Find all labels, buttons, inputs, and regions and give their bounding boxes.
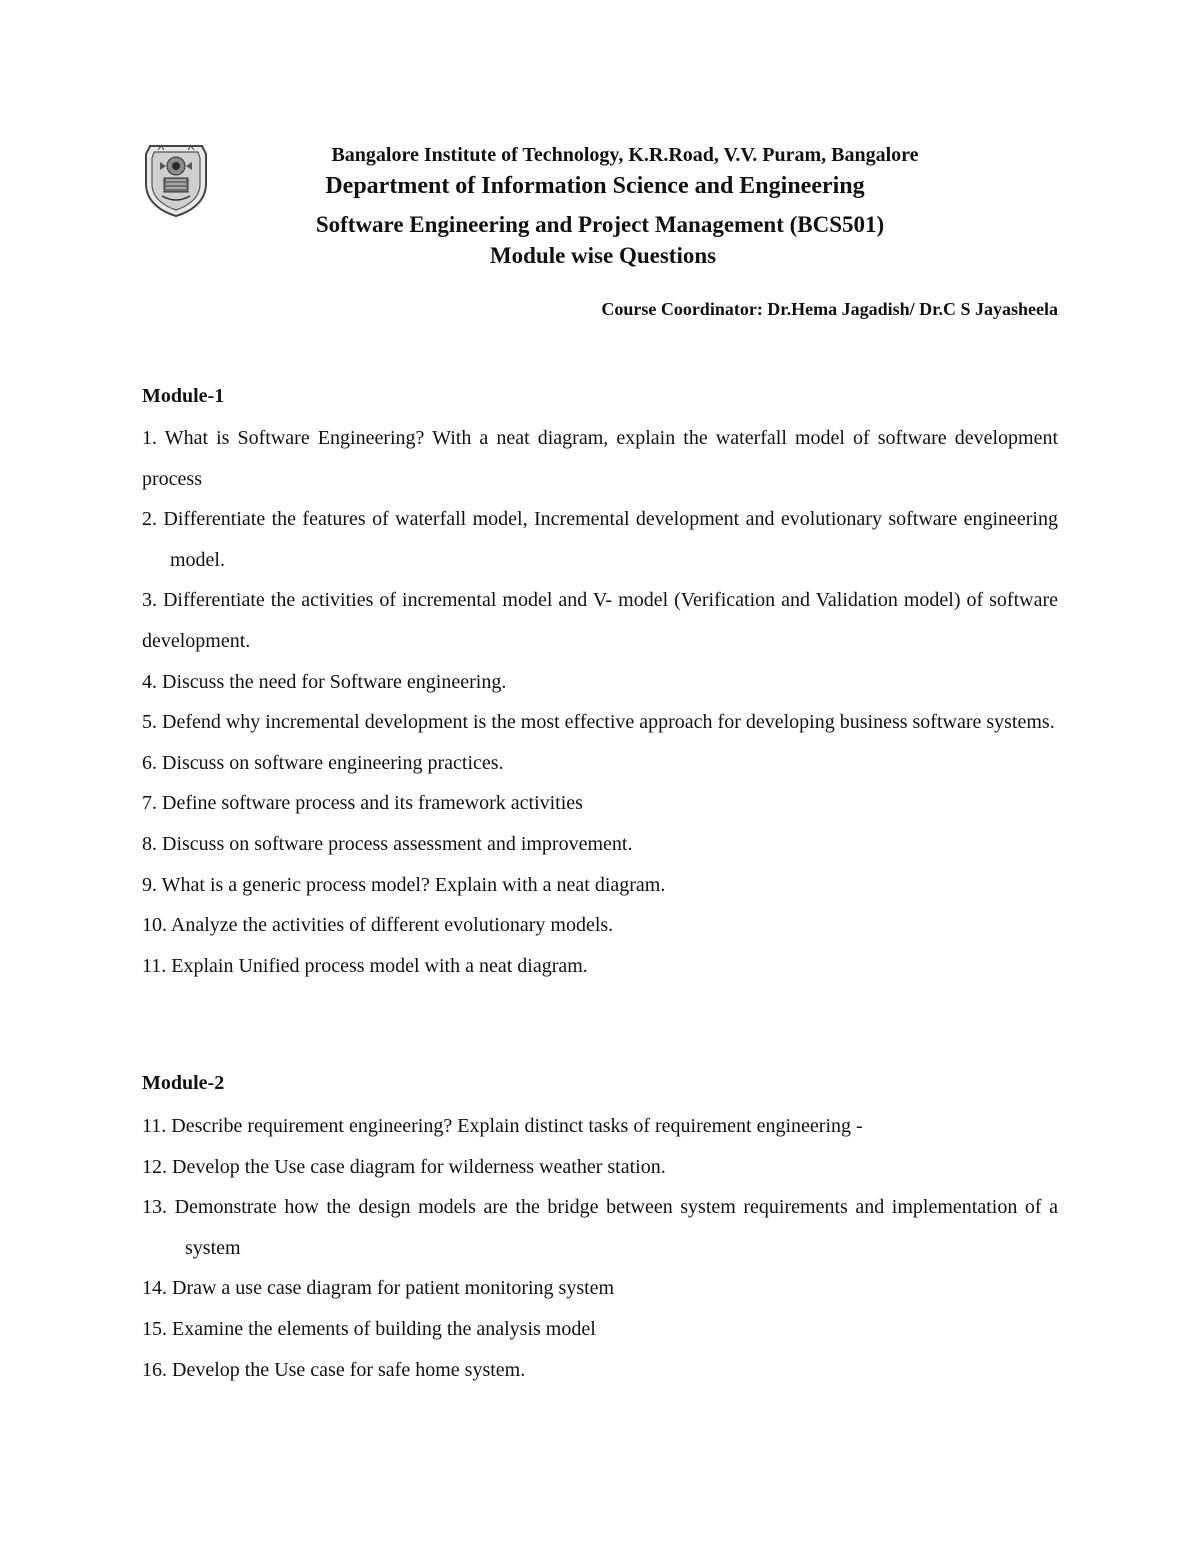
course-title: Software Engineering and Project Management (BCS501) [315,212,885,237]
question-list [142,418,1058,986]
question-item: 6. Discuss on software engineering practices. [142,751,504,774]
question-item: 13. Demonstrate how the design models are the bridge between system requirements and implementation of a system [142,1196,1058,1259]
question-item: 1. What is Software Engineering? With a neat diagram, explain the waterfall model of software development process [142,427,1058,490]
question-item: 7. Define software process and its framework activities [142,792,583,815]
page-title: Module wise Questions [489,243,717,268]
institute-name: Bangalore Institute of Technology, K.R.Road, V.V. Puram, Bangalore [331,144,919,166]
question-item: 2. Differentiate the features of waterfall model, Incremental development and evolutionary software engineering model. [142,508,1058,571]
question-list [142,1106,1058,1390]
course-coordinator: Course Coordinator: Dr.Hema Jagadish/ Dr.C S Jayasheela [601,299,1058,319]
question-item: 3. Differentiate the activities of incremental model and V- model (Verification and Validation model) of software development. [142,589,1058,652]
question-item: 11. Explain Unified process model with a neat diagram. [142,954,588,977]
question-item: 4. Discuss the need for Software engineering. [142,670,507,693]
question-item: 10. Analyze the activities of different evolutionary models. [142,914,614,937]
module-heading: Module-2 [142,1072,225,1094]
question-item: 9. What is a generic process model? Explain with a neat diagram. [142,873,666,896]
question-item: 14. Draw a use case diagram for patient monitoring system [142,1277,615,1300]
question-item: 12. Develop the Use case diagram for wilderness weather station. [142,1155,666,1178]
question-item: 16. Develop the Use case for safe home system. [142,1358,526,1381]
module-heading: Module-1 [142,385,225,407]
question-item: 5. Defend why incremental development is the most effective approach for developing business software systems. [142,711,1055,734]
question-item: 11. Describe requirement engineering? Explain distinct tasks of requirement engineering - [142,1115,863,1137]
question-item: 15. Examine the elements of building the analysis model [142,1317,596,1340]
question-item: 8. Discuss on software process assessment and improvement. [142,832,633,855]
department-name: Department of Information Science and Engineering [325,173,865,199]
